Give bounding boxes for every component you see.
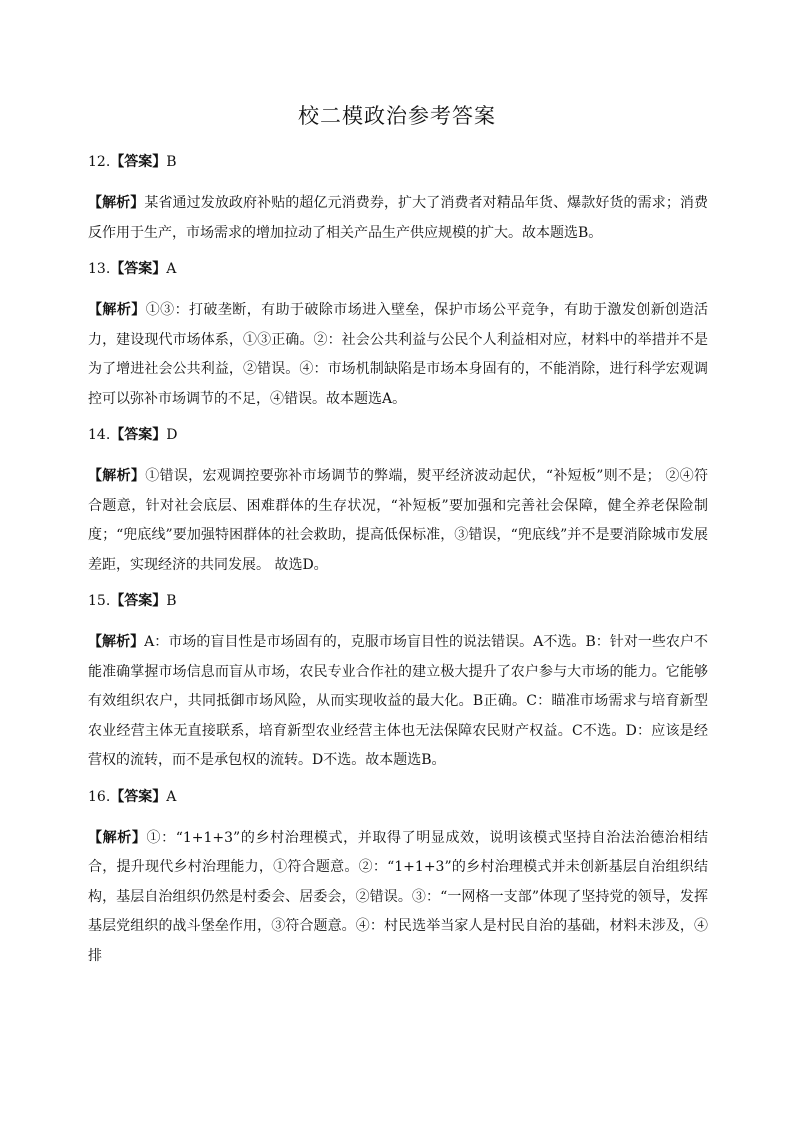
question-number: 12. [88,154,111,170]
analysis-tag: 【解析】 [88,468,146,484]
answer-line [88,425,708,445]
answer-tag: 【答案】 [110,788,167,805]
analysis-paragraph [88,189,708,248]
analysis-tag: 【解析】 [88,195,145,211]
answer-list [88,152,708,982]
analysis-tag: 【解析】 [88,634,145,650]
page-title: 校二模政治参考答案 [298,104,496,128]
answer-tag: 【答案】 [110,154,167,170]
analysis-text: ①③：打破垄断，有助于破除市场进入壁垒，保护市场公平竞争，有助于激发创新创造活力，建设现代市场体系，①③正确。②：社会公共利益与公民个人利益相对应，材料中的举措并不是为了增进社会公共利益，②错误。④：市场机制缺陷是市场本身固有的，不能消除，进行科学宏观调控可以弥补市场调节的不足，④错误。故本题选A。 [88,302,709,407]
question-number: 13. [88,261,111,277]
analysis-tag: 【解析】 [88,302,146,318]
answer-value: D [166,427,178,443]
answer-line [88,787,708,807]
analysis-text: 某省通过发放政府补贴的超亿元消费券，扩大了消费者对精品年货、爆款好货的需求；消费反作用于生产，市场需求的增加拉动了相关产品生产供应规模的扩大。故本题选B。 [88,195,709,241]
question-number: 16. [88,788,111,805]
answer-value: A [166,788,177,805]
analysis-paragraph [88,462,708,580]
answer-line [88,591,708,611]
question-number: 14. [88,427,111,443]
answer-tag: 【答案】 [110,261,167,277]
analysis-tag: 【解析】 [88,829,147,846]
answer-value: B [166,154,177,170]
analysis-paragraph [88,628,708,776]
analysis-paragraph [88,296,708,414]
analysis-text: A：市场的盲目性是市场固有的，克服市场盲目性的说法错误。A不选。B：针对一些农户不能准确掌握市场信息而盲从市场，农民专业合作社的建立极大提升了农户参与大市场的能力。它能够有效组织农户，共同抵御市场风险，从而实现收益的最大化。B正确。C：瞄准市场需求与培育新型农业经营主体无直接联系，培育新型农业经营主体也无法保障农民财产权益。C不选。D：应该是经营权的流转，而不是承包权的流转。D不选。故本题选B。 [88,634,708,768]
answer-line [88,152,708,172]
analysis-paragraph [88,824,708,972]
answer-line [88,259,708,279]
answer-tag: 【答案】 [110,427,167,443]
answer-value: B [166,593,177,609]
answer-tag: 【答案】 [110,593,167,609]
question-number: 15. [88,593,111,609]
analysis-text: ①错误，宏观调控要弥补市场调节的弊端，熨平经济波动起伏，“补短板”则不是； ②④符合题意，针对社会底层、困难群体的生存状况，“补短板”要加强和完善社会保障，健全养老保险制度；“兜底线”要加强特困群体的社会救助，提高低保标准，③错误，“兜底线”并不是要消除城市发展差距，实现经济的共同发展。 故选D。 [88,468,708,573]
answer-value: A [166,261,177,277]
analysis-text: ①：“1+1+3”的乡村治理模式，并取得了明显成效，说明该模式坚持自治法治德治相结合，提升现代乡村治理能力，①符合题意。②：“1+1+3”的乡村治理模式并未创新基层自治组织结构，基层自治组织仍然是村委会、居委会，②错误。③：“一网格一支部”体现了坚持党的领导，发挥基层党组织的战斗堡垒作用，③符合题意。④：村民选举当家人是村民自治的基础，材料未涉及，④排 [88,829,709,964]
